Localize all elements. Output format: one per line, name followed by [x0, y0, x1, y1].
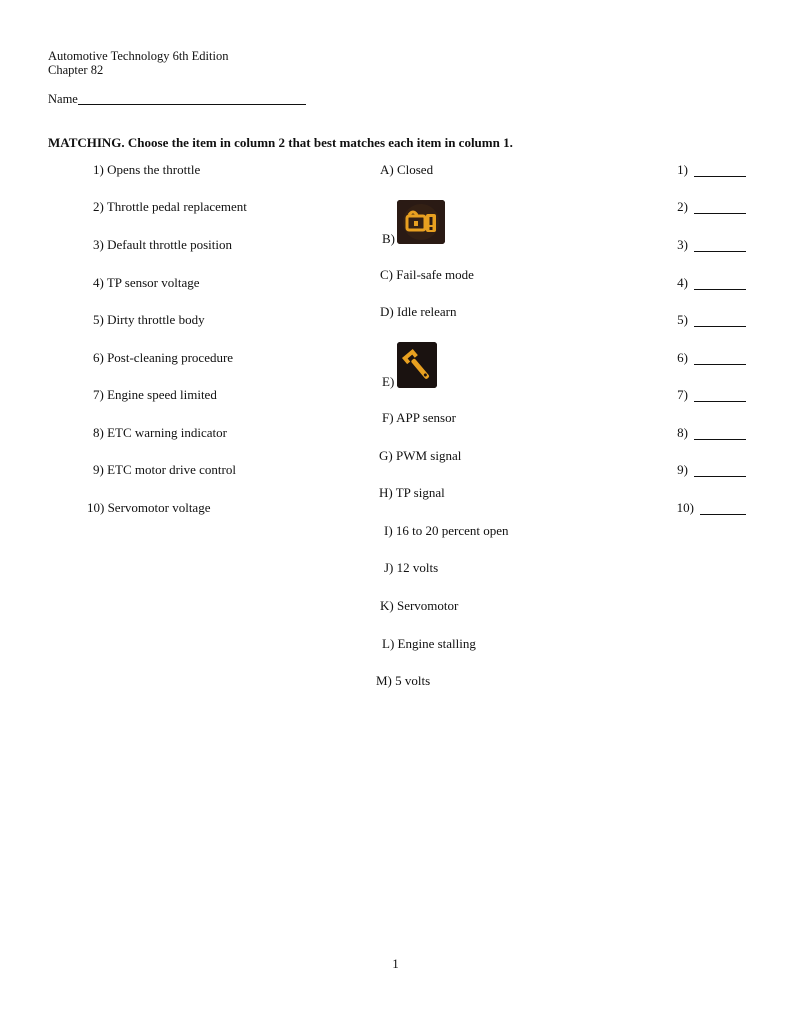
name-blank-line[interactable] — [78, 104, 306, 105]
answer-blank-7[interactable] — [694, 401, 746, 402]
col1-item-2: 2) Throttle pedal replacement — [93, 199, 247, 214]
col2-item-a: A) Closed — [380, 162, 434, 177]
col2-item-h: H) TP signal — [379, 485, 445, 500]
col1-item-5: 5) Dirty throttle body — [93, 312, 205, 327]
col2-item-c: C) Fail-safe mode — [380, 267, 474, 282]
answer-label-3: 3) — [677, 237, 688, 252]
answer-label-7: 7) — [677, 387, 688, 402]
chapter-label: Chapter 82 — [48, 63, 104, 77]
col2-item-g: G) PWM signal — [379, 448, 462, 463]
col2-item-e: E) — [382, 374, 395, 389]
book-title: Automotive Technology 6th Edition — [48, 49, 229, 63]
wrench-warning-lamp-icon — [397, 342, 437, 388]
answer-blank-4[interactable] — [694, 289, 746, 290]
col2-item-d: D) Idle relearn — [380, 304, 457, 319]
answer-label-9: 9) — [677, 462, 688, 477]
answer-label-6: 6) — [677, 350, 688, 365]
col1-item-3: 3) Default throttle position — [93, 237, 233, 252]
answer-label-10: 10) — [676, 500, 694, 515]
name-label: Name — [48, 92, 78, 106]
col1-item-1: 1) Opens the throttle — [93, 162, 201, 177]
col1-item-7: 7) Engine speed limited — [93, 387, 217, 402]
col1-item-6: 6) Post-cleaning procedure — [93, 350, 234, 365]
matching-instructions: MATCHING. Choose the item in column 2 that best matches each item in column 1. — [48, 135, 513, 150]
col2-item-i: I) 16 to 20 percent open — [384, 523, 509, 538]
col1-item-10: 10) Servomotor voltage — [87, 500, 211, 515]
answer-label-8: 8) — [677, 425, 688, 440]
answer-blank-2[interactable] — [694, 213, 746, 214]
col1-item-9: 9) ETC motor drive control — [93, 462, 236, 477]
answer-blank-3[interactable] — [694, 251, 746, 252]
col2-item-l: L) Engine stalling — [382, 636, 476, 651]
col2-item-b: B) — [382, 231, 395, 246]
col2-item-j: J) 12 volts — [384, 560, 439, 575]
etc-warning-lamp-icon — [397, 200, 445, 244]
answer-blank-8[interactable] — [694, 439, 746, 440]
answer-label-1: 1) — [677, 162, 688, 177]
answer-label-5: 5) — [677, 312, 688, 327]
answer-blank-10[interactable] — [700, 514, 746, 515]
answer-label-4: 4) — [677, 275, 688, 290]
page-number: 1 — [392, 956, 399, 971]
col1-item-8: 8) ETC warning indicator — [93, 425, 227, 440]
answer-label-2: 2) — [677, 199, 688, 214]
col1-item-4: 4) TP sensor voltage — [93, 275, 200, 290]
answer-blank-9[interactable] — [694, 476, 746, 477]
answer-blank-6[interactable] — [694, 364, 746, 365]
answer-blank-5[interactable] — [694, 326, 746, 327]
col2-item-m: M) 5 volts — [376, 673, 431, 688]
answer-blank-1[interactable] — [694, 176, 746, 177]
col2-item-k: K) Servomotor — [380, 598, 459, 613]
col2-item-f: F) APP sensor — [382, 410, 456, 425]
